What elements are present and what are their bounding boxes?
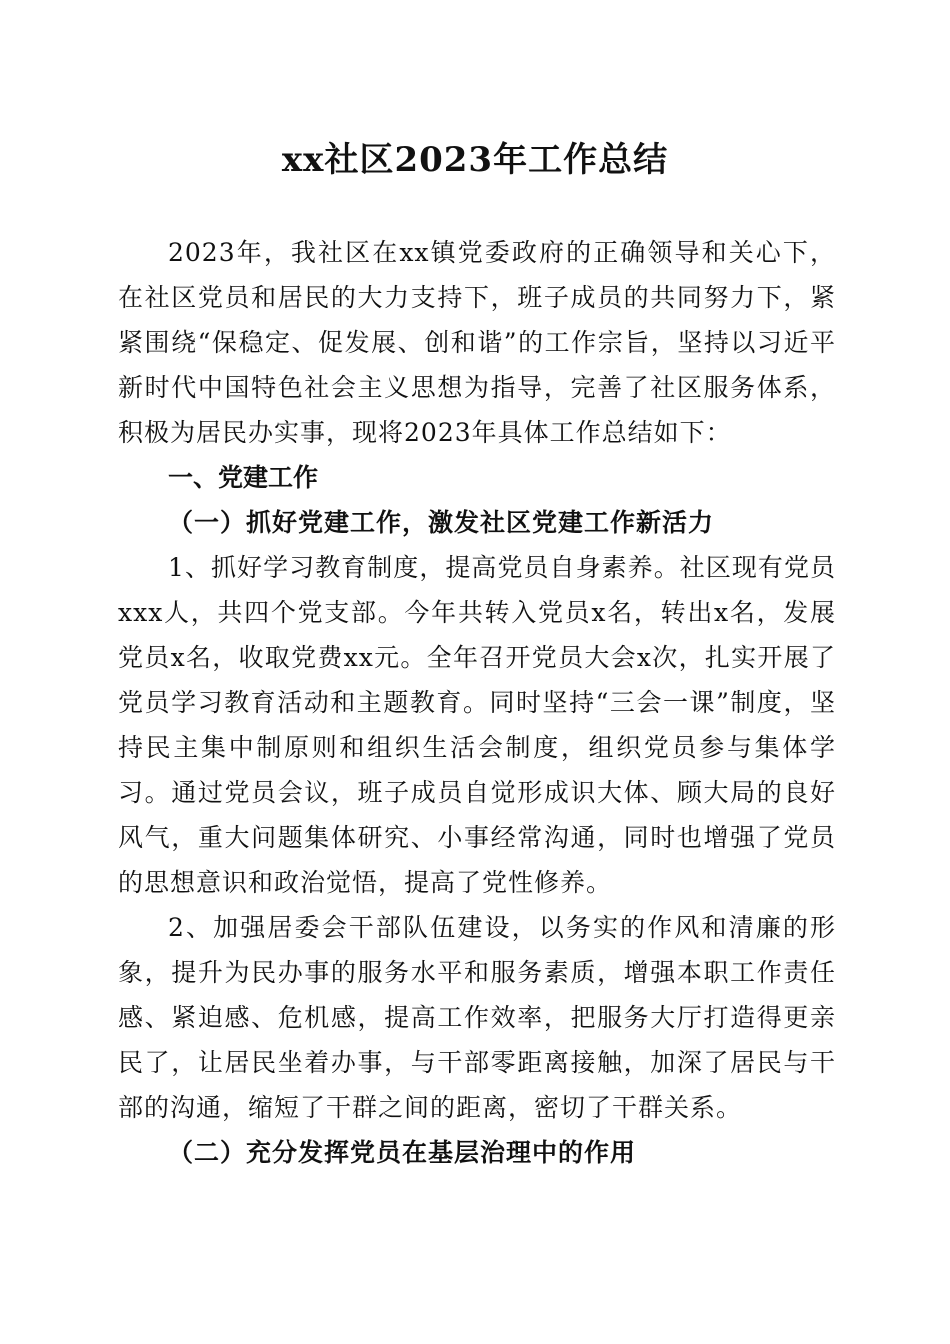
subsection-heading-2: （二）充分发挥党员在基层治理中的作用 [168, 1138, 637, 1167]
document-title: xx社区2023年工作总结 [281, 140, 669, 180]
section-heading-party-building: 一、党建工作 [168, 463, 319, 492]
paragraph-cadre-team: 2、加强居委会干部队伍建设，以务实的作风和清廉的形象，提升为民办事的服务水平和服务素质，增强本职工作责任感、紧迫感、危机感，提高工作效率，把服务大厅打造得更亲民了，让居民坐着办事，与干部零距离接触，加深了居民与干部的沟通，缩短了干群之间的距离，密切了干群关系。 [118, 913, 836, 1122]
subsection-heading-1: （一）抓好党建工作，激发社区党建工作新活力 [168, 508, 715, 537]
intro-paragraph: 2023年，我社区在xx镇党委政府的正确领导和关心下，在社区党员和居民的大力支持下，班子成员的共同努力下，紧紧围绕“保稳定、促发展、创和谐”的工作宗旨，坚持以习近平新时代中国特色社会主义思想为指导，完善了社区服务体系，积极为居民办实事，现将2023年具体工作总结如下： [118, 238, 836, 447]
paragraph-study-education: 1、抓好学习教育制度，提高党员自身素养。社区现有党员xxx人，共四个党支部。今年共转入党员x名，转出x名，发展党员x名，收取党费xx元。全年召开党员大会x次，扎实开展了党员学习教育活动和主题教育。同时坚持“三会一课”制度，坚持民主集中制原则和组织生活会制度，组织党员参与集体学习。通过党员会议，班子成员自觉形成识大体、顾大局的良好风气，重大问题集体研究、小事经常沟通，同时也增强了党员的思想意识和政治觉悟，提高了党性修养。 [118, 553, 836, 897]
document-body [118, 230, 836, 1175]
